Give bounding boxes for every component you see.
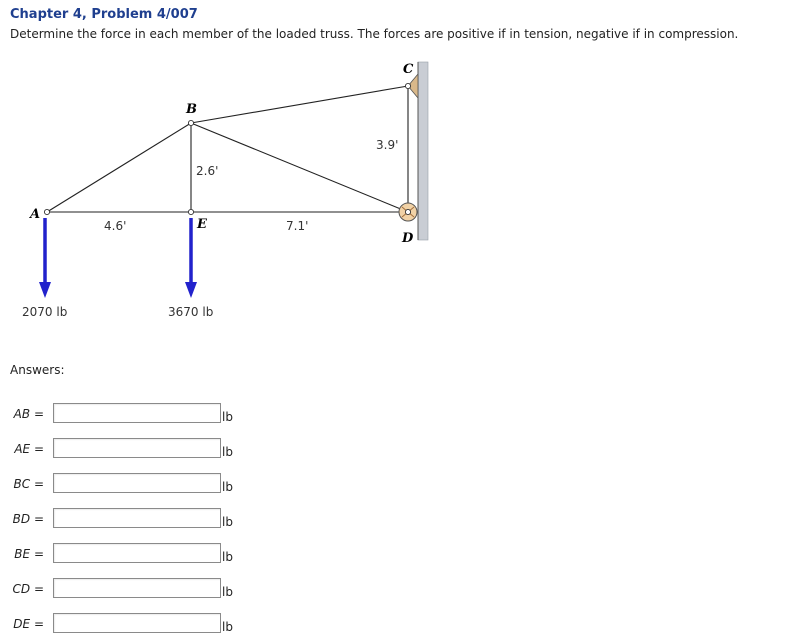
equals-sign: =: [33, 547, 44, 561]
joint-A: [44, 209, 49, 214]
member-label: [13, 477, 44, 491]
equals-sign: =: [33, 617, 44, 631]
answer-row-de: [0, 613, 260, 637]
answers-label: Answers:: [10, 363, 65, 377]
unit-label: lb: [222, 480, 233, 494]
unit-label: lb: [222, 585, 233, 599]
member-AB: [47, 123, 191, 212]
force-input-cd[interactable]: [53, 578, 221, 598]
member-name: DE: [13, 617, 31, 631]
member-label: [14, 547, 44, 561]
answer-row-bd: [0, 508, 260, 532]
equals-sign: =: [33, 512, 44, 526]
unit-label: lb: [222, 445, 233, 459]
unit-label: lb: [222, 620, 233, 634]
joint-C: [405, 83, 410, 88]
member-label: [14, 407, 44, 421]
dim-CD: 3.9': [376, 138, 399, 152]
point-label-A: A: [30, 207, 41, 222]
unit-label: lb: [222, 550, 233, 564]
problem-title: Chapter 4, Problem 4/007: [10, 7, 198, 22]
member-label: [12, 582, 44, 596]
force-input-de[interactable]: [53, 613, 221, 633]
joint-B: [188, 120, 193, 125]
member-name: BD: [12, 512, 31, 526]
unit-label: lb: [222, 410, 233, 424]
dim-AE: 4.6': [104, 219, 127, 233]
problem-statement: Determine the force in each member of the loaded truss. The forces are positive if in tension, negative if in compression.: [10, 27, 739, 41]
member-name: BC: [13, 477, 31, 491]
equals-sign: =: [33, 477, 44, 491]
equals-sign: =: [33, 442, 44, 456]
joint-E: [188, 209, 193, 214]
member-name: AE: [14, 442, 31, 456]
dim-ED: 7.1': [286, 219, 309, 233]
dim-BE: 2.6': [196, 164, 219, 178]
force-input-bc[interactable]: [53, 473, 221, 493]
force-input-be[interactable]: [53, 543, 221, 563]
load-arrow-E: [185, 218, 197, 298]
member-label: [13, 617, 44, 631]
wall: [418, 62, 428, 240]
member-name: CD: [12, 582, 31, 596]
point-label-D: D: [402, 231, 414, 246]
equals-sign: =: [33, 407, 44, 421]
member-name: AB: [13, 407, 31, 421]
force-input-bd[interactable]: [53, 508, 221, 528]
truss-members: [47, 86, 408, 212]
equals-sign: =: [33, 582, 44, 596]
load-value-E: 3670 lb: [168, 305, 214, 319]
member-name: BE: [14, 547, 31, 561]
point-label-E: E: [197, 217, 207, 232]
answer-row-cd: [0, 578, 260, 602]
truss-figure: [0, 50, 440, 340]
answer-row-bc: [0, 473, 260, 497]
point-label-B: B: [186, 102, 197, 117]
unit-label: lb: [222, 515, 233, 529]
member-label: [14, 442, 44, 456]
load-arrow-A: [39, 218, 51, 298]
force-input-ab[interactable]: [53, 403, 221, 423]
member-BD: [191, 123, 408, 212]
member-label: [13, 512, 44, 526]
joint-D: [405, 209, 410, 214]
answer-row-be: [0, 543, 260, 567]
force-input-ae[interactable]: [53, 438, 221, 458]
member-BC: [191, 86, 408, 123]
point-label-C: C: [403, 62, 414, 77]
answer-row-ae: [0, 438, 260, 462]
answer-row-ab: [0, 403, 260, 427]
load-value-A: 2070 lb: [22, 305, 68, 319]
